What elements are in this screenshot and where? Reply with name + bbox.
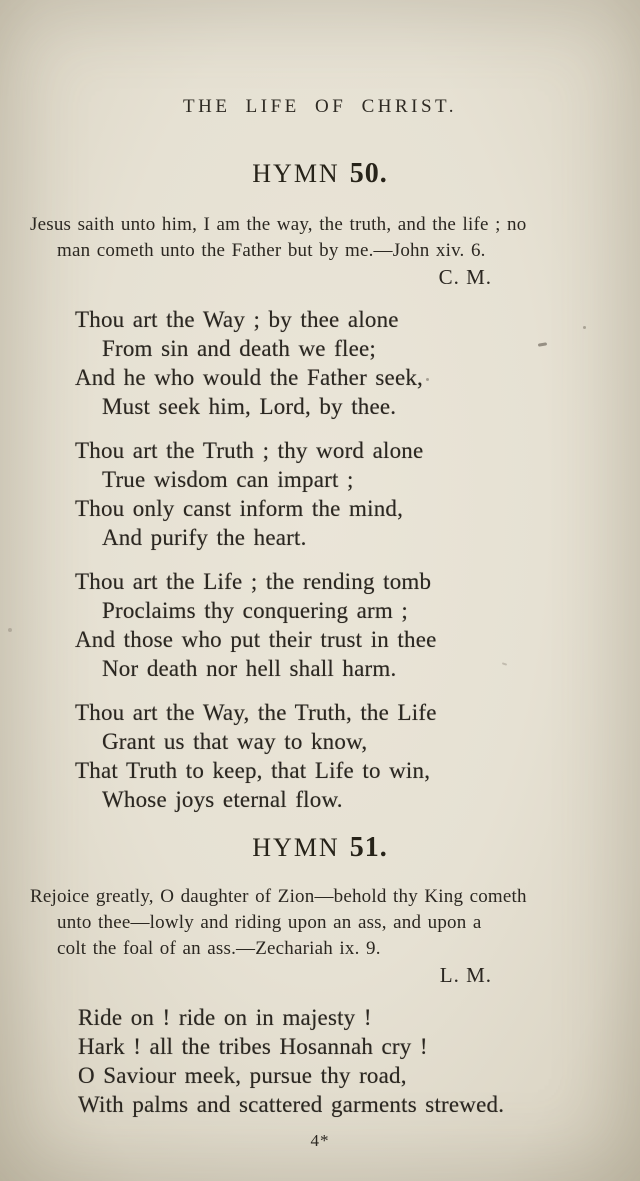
scan-speck [426, 378, 429, 381]
verse-line: O Saviour meek, pursue thy road, [78, 1063, 407, 1088]
hymn-51-title-number: 51. [349, 832, 388, 863]
running-head: THE LIFE OF CHRIST. [183, 96, 457, 117]
hymn-51-section [30, 832, 610, 1119]
epigraph-line: Jesus saith unto him, I am the way, the truth, and the life ; no [30, 214, 527, 235]
verse-line: Whose joys eternal flow. [102, 787, 343, 812]
hymn-50-meter: C. M. [438, 265, 492, 289]
verse-line: Proclaims thy conquering arm ; [102, 598, 408, 623]
page-signature: 4* [310, 1131, 330, 1150]
scan-speck [8, 628, 12, 632]
hymn-50-stanza-3 [30, 567, 610, 683]
hymn-50-title [30, 158, 610, 190]
verse-line: And he who would the Father seek, [75, 365, 424, 390]
hymn-50-title-word: HYMN [252, 159, 340, 188]
hymn-50-stanza-2 [30, 436, 610, 552]
epigraph-line: man cometh unto the Father but by me.—John xiv. 6. [57, 240, 486, 261]
verse-line: Nor death nor hell shall harm. [102, 656, 397, 681]
verse-line: And those who put their trust in thee [75, 627, 437, 652]
hymn-51-title [30, 832, 610, 864]
hymn-50-section [30, 158, 610, 814]
verse-line: From sin and death we flee; [102, 336, 377, 361]
verse-line: Must seek him, Lord, by thee. [102, 394, 397, 419]
hymn-51-epigraph [30, 884, 610, 962]
hymn-51-meter: L. M. [439, 963, 492, 987]
verse-line: Grant us that way to know, [102, 729, 368, 754]
scan-speck [583, 326, 586, 329]
hymn-51-stanza-1 [30, 1003, 610, 1119]
epigraph-line: colt the foal of an ass.—Zechariah ix. 9. [57, 938, 381, 959]
epigraph-line: Rejoice greatly, O daughter of Zion—behold thy King cometh [30, 886, 527, 907]
verse-line: True wisdom can impart ; [102, 467, 354, 492]
hymn-50-stanza-1 [30, 305, 610, 421]
hymn-50-title-number: 50. [349, 158, 388, 189]
hymn-50-stanza-4 [30, 698, 610, 814]
hymn-50-epigraph [30, 212, 610, 264]
verse-line: Thou art the Truth ; thy word alone [75, 438, 424, 463]
epigraph-line: unto thee—lowly and riding upon an ass, and upon a [57, 912, 482, 933]
verse-line: And purify the heart. [102, 525, 307, 550]
verse-line: Thou art the Way ; by thee alone [75, 307, 399, 332]
verse-line: Thou art the Life ; the rending tomb [75, 569, 432, 594]
verse-line: Hark ! all the tribes Hosannah cry ! [78, 1034, 428, 1059]
verse-line: Thou only canst inform the mind, [75, 496, 404, 521]
verse-line: Thou art the Way, the Truth, the Life [75, 700, 437, 725]
verse-line: Ride on ! ride on in majesty ! [78, 1005, 372, 1030]
verse-line: That Truth to keep, that Life to win, [75, 758, 431, 783]
hymn-51-title-word: HYMN [252, 833, 340, 862]
verse-line: With palms and scattered garments strewed. [78, 1092, 505, 1117]
